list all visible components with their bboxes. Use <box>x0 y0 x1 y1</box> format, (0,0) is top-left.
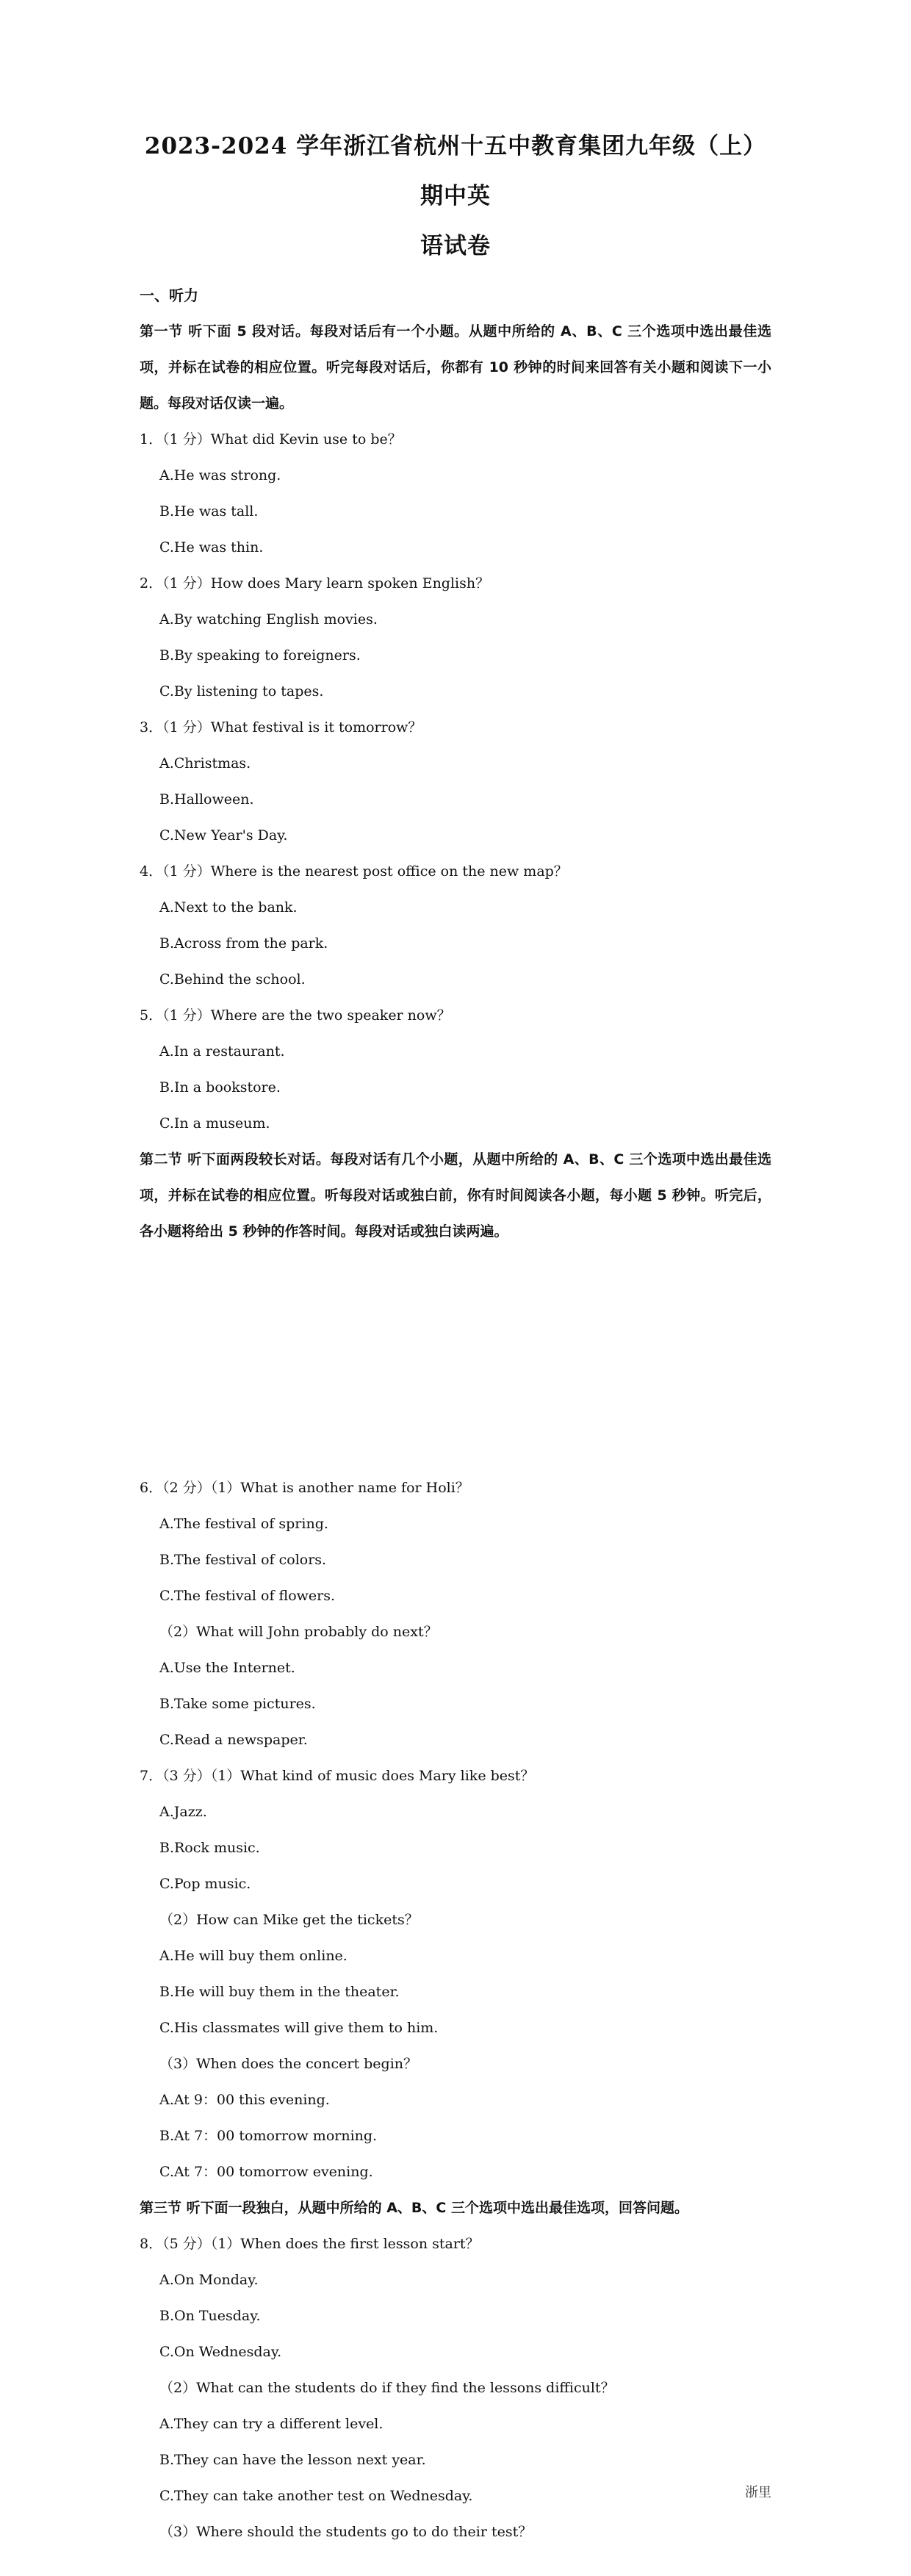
question-3-stem: 3．（1 分）What festival is it tomorrow？ <box>140 719 422 735</box>
question-4-option-b: B.Across from the park. <box>159 935 328 951</box>
question-5-option-a: A.In a restaurant. <box>159 1043 285 1059</box>
question-7-3-option-c: C.At 7：00 tomorrow evening. <box>159 2164 373 2180</box>
question-3-option-c: C.New Year's Day. <box>159 827 288 843</box>
question-6-1-option-b: B.The festival of colors. <box>159 1552 327 1568</box>
question-1-option-b: B.He was tall. <box>159 503 259 519</box>
question-6-1-option-a: A.The festival of spring. <box>159 1516 328 1532</box>
question-6-1-option-c: C.The festival of flowers. <box>159 1588 336 1604</box>
question-2-option-c: C.By listening to tapes. <box>159 683 324 699</box>
question-7-sub-3: （3）When does the concert begin？ <box>159 2056 418 2072</box>
question-1-stem: 1．（1 分）What did Kevin use to be？ <box>140 431 402 447</box>
question-7-sub-2: （2）How can Mike get the tickets？ <box>159 1912 419 1928</box>
blank-space <box>140 1250 771 1470</box>
question-7-1-option-a: A.Jazz. <box>159 1804 207 1820</box>
question-4-option-a: A.Next to the bank. <box>159 899 298 915</box>
question-3-option-a: A.Christmas. <box>159 755 251 771</box>
question-6-2-option-c: C.Read a newspaper. <box>159 1732 308 1748</box>
question-2-stem: 2．（1 分）How does Mary learn spoken English？ <box>140 575 490 591</box>
question-8-sub-2: （2）What can the students do if they find the lessons difficult？ <box>159 2380 615 2396</box>
question-8-stem: 8．（5 分）（1）When does the first lesson start？ <box>140 2236 480 2252</box>
question-8-2-option-a: A.They can try a different level. <box>159 2416 384 2432</box>
question-5-option-b: B.In a bookstore. <box>159 1079 281 1095</box>
question-1-option-c: C.He was thin. <box>159 539 264 555</box>
question-8-1-option-c: C.On Wednesday. <box>159 2344 282 2360</box>
question-1-option-a: A.He was strong. <box>159 467 281 483</box>
question-7-3-option-b: B.At 7：00 tomorrow morning. <box>159 2128 378 2144</box>
question-3-option-b: B.Halloween. <box>159 791 254 807</box>
section1-instruction: 第一节 听下面 5 段对话。每段对话后有一个小题。从题中所给的 A、B、C 三个选项中选出最佳选项，并标在试卷的相应位置。听完每段对话后，你都有 10 秒钟的时间来回答有关小题和阅读下一小题。每段对话仅读一遍。 <box>140 323 771 411</box>
question-7-2-option-c: C.His classmates will give them to him. <box>159 2020 439 2036</box>
question-7-2-option-b: B.He will buy them in the theater. <box>159 1984 400 2000</box>
question-7-1-option-b: B.Rock music. <box>159 1840 260 1856</box>
footer-watermark: 浙里 <box>745 2485 771 2500</box>
part1-heading: 一、听力 <box>140 287 198 304</box>
question-8-2-option-c: C.They can take another test on Wednesday. <box>159 2488 473 2504</box>
exam-title-line1: 2023-2024 学年浙江省杭州十五中教育集团九年级（上）期中英 <box>144 133 767 209</box>
question-7-stem: 7．（3 分）（1）What kind of music does Mary like best？ <box>140 1768 535 1784</box>
question-4-option-c: C.Behind the school. <box>159 971 306 987</box>
question-6-2-option-a: A.Use the Internet. <box>159 1660 295 1676</box>
question-6-2-option-b: B.Take some pictures. <box>159 1696 316 1712</box>
question-4-stem: 4．（1 分）Where is the nearest post office on the new map？ <box>140 863 568 879</box>
section3-instruction: 第三节 听下面一段独白，从题中所给的 A、B、C 三个选项中选出最佳选项，回答问题。 <box>140 2200 688 2216</box>
exam-title <box>140 121 771 271</box>
question-8-1-option-a: A.On Monday. <box>159 2272 259 2288</box>
question-5-option-c: C.In a museum. <box>159 1115 270 1132</box>
question-5-stem: 5．（1 分）Where are the two speaker now？ <box>140 1007 451 1023</box>
exam-title-line2: 语试卷 <box>420 233 491 259</box>
question-6-stem: 6．（2 分）（1）What is another name for Holi？ <box>140 1480 469 1496</box>
question-7-1-option-c: C.Pop music. <box>159 1876 251 1892</box>
question-7-2-option-a: A.He will buy them online. <box>159 1948 348 1964</box>
question-2-option-b: B.By speaking to foreigners. <box>159 647 361 663</box>
question-8-1-option-b: B.On Tuesday. <box>159 2308 261 2324</box>
question-2-option-a: A.By watching English movies. <box>159 611 378 627</box>
question-6-sub-2: （2）What will John probably do next？ <box>159 1624 438 1640</box>
question-7-3-option-a: A.At 9：00 this evening. <box>159 2092 330 2108</box>
section2-instruction: 第二节 听下面两段较长对话。每段对话有几个小题，从题中所给的 A、B、C 三个选项中选出最佳选项，并标在试卷的相应位置。听每段对话或独白前，你有时间阅读各小题，每小题 5 秒钟。听完后，各小题将给出 5 秒钟的作答时间。每段对话或独白读两遍。 <box>140 1151 771 1240</box>
question-8-2-option-b: B.They can have the lesson next year. <box>159 2452 426 2468</box>
question-8-sub-3: （3）Where should the students go to do their test？ <box>159 2524 533 2540</box>
